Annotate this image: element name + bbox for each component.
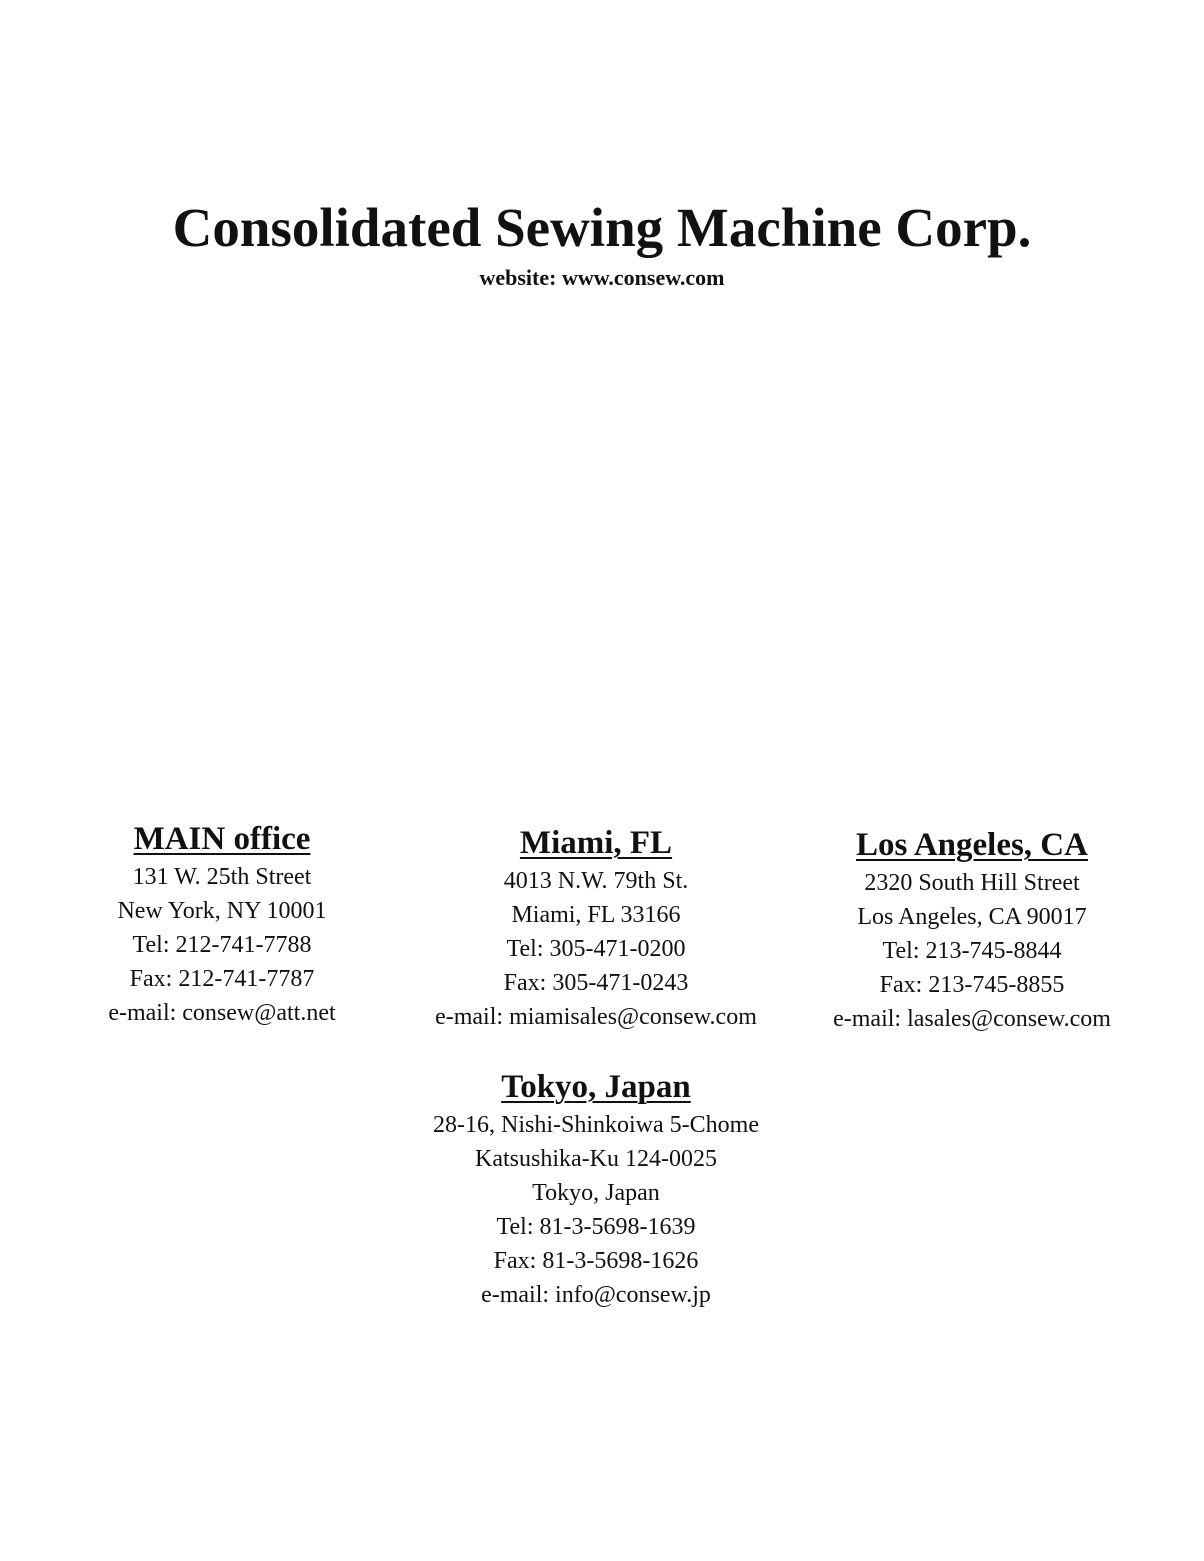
office-address-city: Tokyo, Japan (532, 1180, 660, 1206)
office-address-street: 4013 N.W. 79th St. (503, 868, 689, 894)
office-telephone: Tel: 212-741-7788 (132, 932, 312, 958)
company-title: Consolidated Sewing Machine Corp. (172, 197, 1032, 258)
office-telephone: Tel: 213-745-8844 (882, 938, 1062, 964)
office-heading: Miami, FL (519, 825, 673, 861)
office-miami (400, 822, 792, 1034)
office-address-street: 2320 South Hill Street (864, 870, 1080, 896)
office-email: e-mail: consew@att.net (108, 1000, 336, 1026)
website-line: website: www.consew.com (479, 265, 725, 290)
office-fax: Fax: 212-741-7787 (129, 966, 315, 992)
office-address-city: Los Angeles, CA 90017 (857, 904, 1087, 930)
office-address-city: New York, NY 10001 (117, 898, 327, 924)
office-email: e-mail: lasales@consew.com (833, 1006, 1111, 1032)
office-address-city: Miami, FL 33166 (511, 902, 681, 928)
office-address-ward: Katsushika-Ku 124-0025 (475, 1146, 717, 1172)
office-fax: Fax: 213-745-8855 (879, 972, 1065, 998)
office-main (62, 818, 382, 1030)
office-fax: Fax: 305-471-0243 (503, 970, 689, 996)
office-address-street: 131 W. 25th Street (132, 864, 312, 890)
office-email: e-mail: miamisales@consew.com (435, 1004, 757, 1030)
office-los-angeles (798, 824, 1146, 1036)
office-address-street: 28-16, Nishi-Shinkoiwa 5-Chome (433, 1112, 759, 1138)
office-email: e-mail: info@consew.jp (481, 1282, 711, 1308)
office-telephone: Tel: 305-471-0200 (506, 936, 686, 962)
office-fax: Fax: 81-3-5698-1626 (493, 1248, 699, 1274)
office-telephone: Tel: 81-3-5698-1639 (496, 1214, 696, 1240)
office-heading: MAIN office (133, 821, 311, 857)
office-tokyo (400, 1066, 792, 1312)
office-heading: Tokyo, Japan (501, 1069, 691, 1105)
office-heading: Los Angeles, CA (856, 827, 1088, 863)
